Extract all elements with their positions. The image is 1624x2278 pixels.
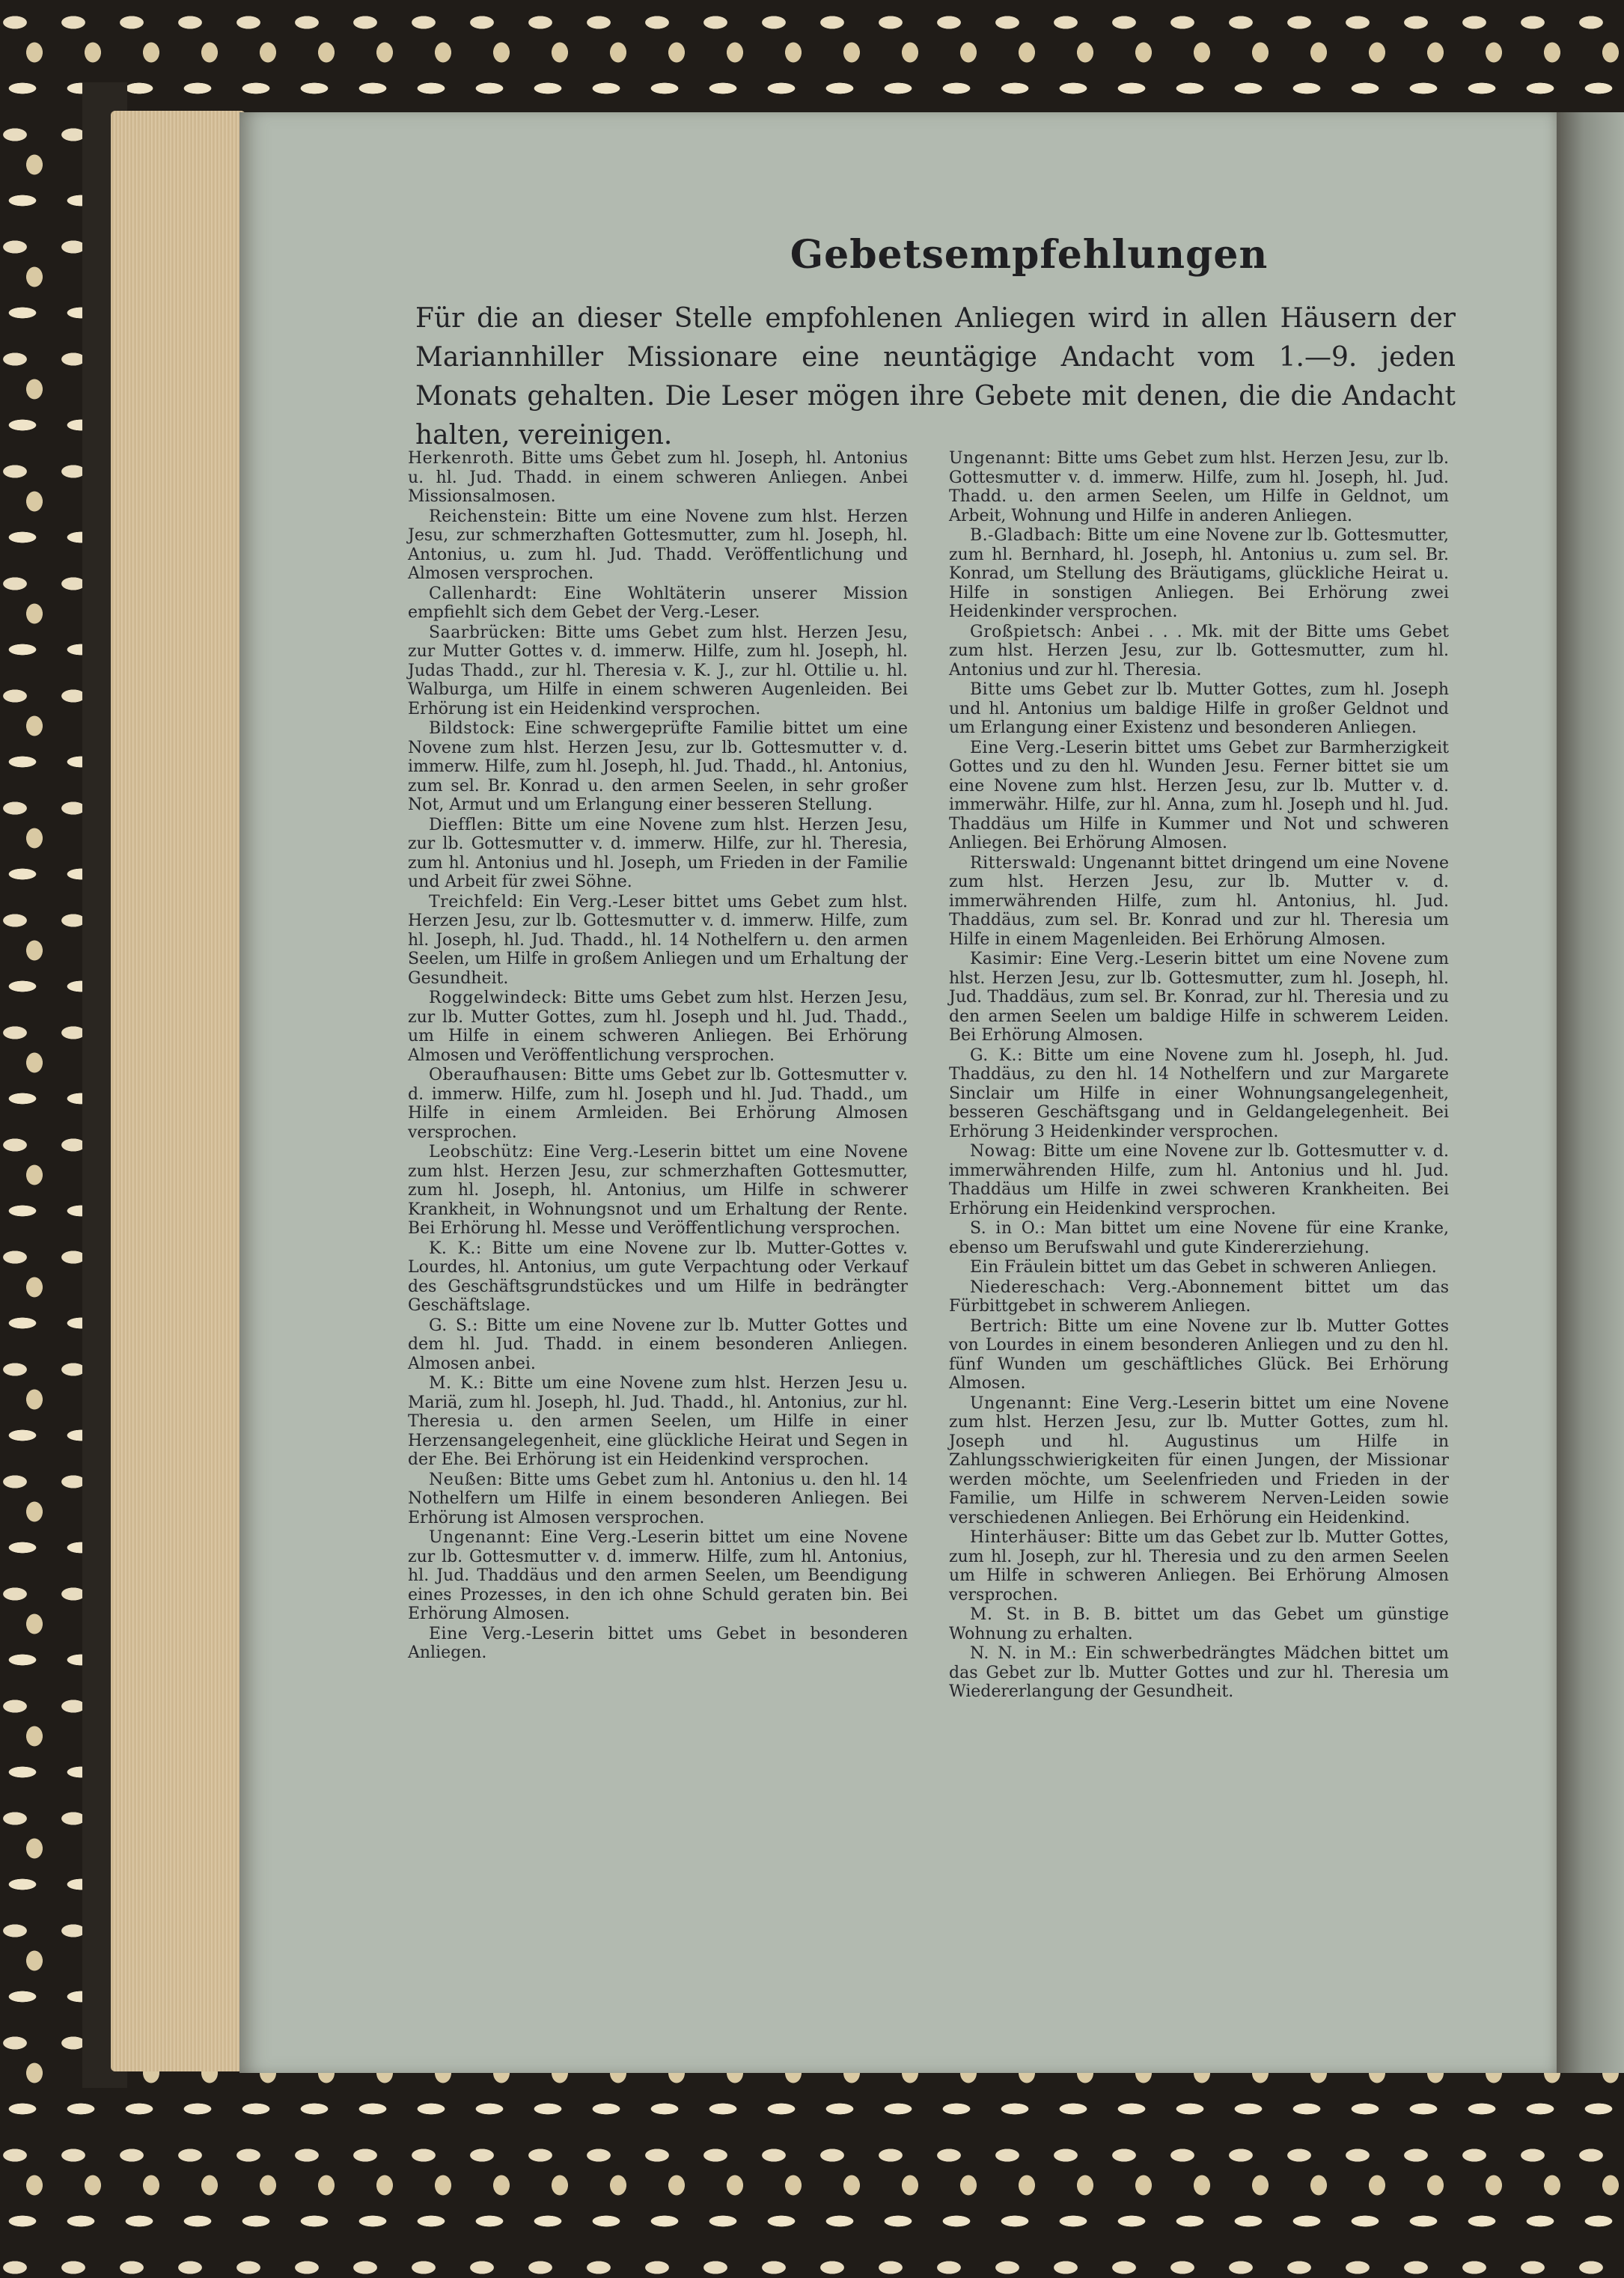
entry-place: Neußen: [429,1470,504,1489]
entry-place: K. K.: [429,1239,482,1258]
entry-place: G. S.: [429,1316,479,1335]
entry-text: Bitte um eine Novene zum hlst. Herzen Jesu, zur lb. Gottesmutter v. d. immerw. Hilfe, zur hl. Theresia, zum hl. Antonius und hl. Joseph, um Frieden in der Familie und Arbeit für zwei Söhne. [408,815,908,891]
entry-text: Anbei . . . Mk. mit der Bitte ums Gebet zum hlst. Herzen Jesu, zur lb. Gottesmutter, zum hl. Antonius und zur hl. Theresia. [949,622,1449,680]
prayer-entry [408,989,908,1065]
entry-text: Bitte um eine Novene zum hlst. Herzen Jesu u. Mariä, zum hl. Joseph, hl. Jud. Thadd., hl. Antonius, zur hl. Theresia u. den armen Seelen, um Hilfe in einer Herzensangelegenheit, eine glückliche Heirat und Segen in der Ehe. Bei Erhörung ist ein Heidenkind versprochen. [408,1374,908,1469]
entry-place: Herkenroth. [408,449,515,468]
entry-place: Hinterhäuser: [970,1528,1092,1547]
intro-paragraph: Für die an dieser Stelle empfohlenen Anliegen wird in allen Häusern der Mariannhiller Missionare eine neuntägige Andacht vom 1.—9. jeden Monats gehalten. Die Leser mögen ihre Gebete mit denen, die die Andacht halten, vereinigen. [415,303,1456,451]
entry-text: Eine schwergeprüfte Familie bittet um eine Novene zum hlst. Herzen Jesu, zur lb. Gottesmutter v. d. immerw. Hilfe, zum hl. Joseph, hl. Jud. Thadd., hl. Antonius, zum sel. Br. Konrad u. den armen Seelen, in sehr großer Not, Armut und um Erlangung einer besseren Stellung. [408,719,908,814]
entry-text: Bitte um eine Novene zum hl. Joseph, hl. Jud. Thaddäus, zu den hl. 14 Nothelfern und zur Margarete Sinclair um Hilfe in einer Wohnungsangelegenheit, besseren Geschäftsgang und in Geldangelegenheit. Bei Erhörung 3 Heidenkinder versprochen. [949,1045,1449,1141]
prayer-entry [949,526,1449,622]
entry-text: Bitte um eine Novene zur lb. Gottesmutter, zum hl. Bernhard, hl. Joseph, hl. Antonius u. zum sel. Br. Konrad, um Stellung des Bräutigams, glückliche Heirat u. Hilfe in sonstigen Anliegen. Bei Erhörung zwei Heidenkinder versprochen. [949,526,1449,621]
entry-text: Ungenannt bittet dringend um eine Novene zum hlst. Herzen Jesu, zur lb. Mutter v. d. immerwährenden Hilfe, zum hl. Antonius, hl. Jud. Thaddäus, zum sel. Br. Konrad und zur hl. Theresia um Hilfe in einem Magenleiden. Bei Erhörung Almosen. [949,853,1449,949]
prayer-entry [949,1528,1449,1604]
entry-text: Bitte um eine Novene zur lb. Gottesmutter v. d. immerwährenden Hilfe, zum hl. Antonius und hl. Jud. Thaddäus um Hilfe in zwei schweren Krankheiten. Bei Erhörung ein Heidenkind versprochen. [949,1142,1449,1218]
entry-text: Bitte um eine Novene zur lb. Mutter Gottes von Lourdes in einem besonderen Anliegen und zu den hl. fünf Wunden um geschäftliches Glück. Bei Erhörung Almosen. [949,1316,1449,1393]
entry-place: M. St. [970,1605,1031,1624]
entry-text: Bitte ums Gebet zum hlst. Herzen Jesu, zur lb. Gottesmutter v. d. immerw. Hilfe, zum hl. Joseph, hl. Jud. Thadd. u. den armen Seelen, um Hilfe in Geldnot, um Arbeit, Wohnung und Hilfe in anderen Anliegen. [949,449,1449,525]
prayer-entry [949,1219,1449,1257]
entry-place: Ungenannt: [970,1393,1072,1413]
entry-text: Eine Verg.-Leserin bittet um eine Novene zum hlst. Herzen Jesu, zur lb. Mutter Gottes, zum hl. Joseph und hl. Augustinus um Hilfe in Zahlungsschwierigkeiten für einen Jungen, der Missionar werden möchte, um Seelenfrieden und Frieden in der Familie, um Hilfe in schwerem Nerven-Leiden sowie verschiedenen Anliegen. Bei Erhörung ein Heidenkind. [949,1393,1449,1527]
entry-text: Verg.-Leserin bittet ums Gebet zur Barmherzigkeit Gottes und zu den hl. Wunden Jesu. Ferner bittet sie um eine Novene zum hlst. Herzen Jesu, zur lb. Mutter v. d. immerwähr. Hilfe, zur hl. Anna, zum hl. Joseph und hl. Jud. Thaddäus um Hilfe in Kummer und Not und schweren Anliegen. Bei Erhörung Almosen. [949,738,1449,852]
entry-place: Oberaufhausen: [429,1066,568,1084]
entry-text: in B. B. bittet um das Gebet um günstige Wohnung zu erhalten. [949,1605,1450,1643]
prayer-entry [949,680,1449,738]
entry-place: Leobschütz: [429,1143,534,1161]
prayer-entry [408,449,908,507]
entry-text: Bitte um das Gebet zur lb. Mutter Gottes, zum hl. Joseph, zur hl. Theresia und zu den armen Seelen um Hilfe in schweren Anliegen. Bei Erhörung Almosen versprochen. [949,1528,1449,1604]
entry-text: Ein Verg.-Leser bittet ums Gebet zum hlst. Herzen Jesu, zur lb. Gottesmutter v. d. immerw. Hilfe, zum hl. Joseph, hl. Jud. Thadd., hl. 14 Nothelfern u. den armen Seelen, um Hilfe in großem Anliegen und um Erhaltung der Gesundheit. [408,892,908,988]
prayer-entry [408,584,908,623]
entry-place: Callenhardt: [429,584,538,603]
entry-place: B.-Gladbach: [970,526,1082,545]
entry-text: Bitte ums Gebet zum hl. Joseph, hl. Antonius u. hl. Jud. Thadd. in einem schweren Anliegen. Anbei Missionsalmosen. [408,449,908,506]
prayer-entry [408,1374,908,1470]
entry-text: Fräulein bittet um das Gebet in schweren Anliegen. [998,1258,1437,1277]
entry-place: Eine [429,1624,468,1643]
entry-text: Eine Verg.-Leserin bittet um eine Novene zum hlst. Herzen Jesu, zur schmerzhaften Gottesmutter, zum hl. Joseph, hl. Antonius, um Hilfe in schwerer Krankheit, in Wohnungsnot und um Erhaltung der Rente. Bei Erhörung hl. Messe und Veröffentlichung versprochen. [408,1143,908,1238]
entry-text: Bitte ums Gebet zum hl. Antonius u. den hl. 14 Nothelfern um Hilfe in einem besonderen Anliegen. Bei Erhörung ist Almosen versprochen. [408,1470,908,1527]
entry-place: Bildstock: [429,719,516,738]
prayer-entry [949,950,1449,1045]
entry-place: S. in O.: [970,1219,1046,1238]
prayer-entry [949,1605,1449,1643]
entry-place: Ungenannt: [429,1528,531,1547]
entry-text: Verg.-Leserin bittet ums Gebet in besonderen Anliegen. [408,1624,908,1662]
entry-place: Saarbrücken: [429,623,546,642]
entry-place: Treichfeld: [429,892,524,911]
page-title: Gebetsempfehlungen [790,232,1269,278]
prayer-entry [408,1625,908,1663]
page-gutter [1557,112,1624,2073]
entry-place: Ein [970,1258,999,1277]
prayer-entry [949,1046,1449,1142]
prayer-entry [408,719,908,815]
entry-text: ums Gebet zur lb. Mutter Gottes, zum hl. Joseph und hl. Antonius um baldige Hilfe in großer Geldnot und um Erlangung einer Existenz und besonderen Anliegen. [949,680,1449,737]
entry-place: Ungenannt: [949,449,1051,468]
entry-place: M. K.: [429,1374,485,1393]
entry-text: Bitte um eine Novene zur lb. Mutter-Gottes v. Lourdes, hl. Antonius, um gute Verpachtung oder Verkauf des Geschäftsgrundstückes und um Hilfe in bedrängter Geschäftslage. [408,1239,908,1315]
prayer-entry [949,1394,1449,1528]
prayer-entry [949,1278,1449,1316]
entry-text: Bitte um eine Novene zur lb. Mutter Gottes und dem hl. Jud. Thadd. in einem besonderen Anliegen. Almosen anbei. [408,1316,908,1373]
entry-text: Eine Verg.-Leserin bittet um eine Novene zum hlst. Herzen Jesu, zur lb. Gottesmutter, zum hl. Joseph, hl. Jud. Thaddäus, zum sel. Br. Konrad, zur hl. Theresia und zu den armen Seelen um baldige Hilfe in schwerem Leiden. Bei Erhörung Almosen. [949,950,1449,1045]
entry-place: Niedereschach: [970,1277,1106,1297]
entry-place: G. K.: [970,1045,1023,1065]
prayer-entry [408,1066,908,1142]
entry-place: N. N. [970,1644,1018,1663]
prayer-entry [949,1644,1449,1702]
prayer-entry [408,1528,908,1624]
entry-text: Bitte um eine Novene zum hlst. Herzen Jesu, zur schmerzhaften Gottesmutter, zum hl. Joseph, hl. Antonius, u. zum hl. Jud. Thadd. Veröffentlichung und Almosen versprochen. [408,507,908,583]
prayer-entry [408,1471,908,1528]
entry-place: Nowag: [970,1142,1037,1161]
prayer-entry [949,854,1449,950]
entry-place: Eine [970,738,1010,757]
prayer-entry [408,1143,908,1239]
prayer-entry [949,1142,1449,1218]
prayer-entry [408,1316,908,1374]
entry-place: Ritterswald: [970,853,1077,873]
entry-text: Eine Verg.-Leserin bittet um eine Novene zur lb. Gottesmutter v. d. immerw. Hilfe, zum hl. Antonius, hl. Jud. Thaddäus und den armen Seelen, um Beendigung eines Prozesses, in den ich ohne Schuld geraten bin. Bei Erhörung Almosen. [408,1528,908,1623]
page-edges [111,111,245,2071]
prayer-entry [949,739,1449,853]
prayer-entry [408,893,908,989]
entry-text: Man bittet um eine Novene für eine Kranke, ebenso um Berufswahl und gute Kindererziehung. [949,1219,1449,1257]
prayer-entry [408,507,908,584]
entry-text: Bitte ums Gebet zur lb. Gottesmutter v. d. immerw. Hilfe, zum hl. Joseph und hl. Jud. Thadd., um Hilfe in einem Armleiden. Bei Erhörung Almosen versprochen. [408,1066,908,1142]
prayer-entry [949,449,1449,525]
prayer-entry [949,1317,1449,1393]
entry-place: Kasimir: [970,950,1043,968]
left-column [408,449,908,1664]
entry-place: Bertrich: [970,1316,1048,1336]
entry-place: Diefflen: [429,815,504,834]
entry-place: Bitte [970,680,1013,699]
entry-place: Großpietsch: [970,622,1083,641]
entry-place: Roggelwindeck: [429,989,568,1007]
prayer-entry [408,1239,908,1316]
prayer-entry [408,623,908,719]
prayer-entry [949,1258,1449,1277]
entry-place: Reichenstein: [429,507,548,526]
right-column [949,449,1449,1703]
prayer-entry [408,816,908,892]
entry-text: Verg.-Abonnement bittet um das Fürbittgebet in schwerem Anliegen. [949,1277,1449,1316]
entry-text: Bitte ums Gebet zum hlst. Herzen Jesu, zur Mutter Gottes v. d. immerw. Hilfe, zum hl. Joseph, hl. Judas Thadd., zur hl. Theresia v. K. J., zur hl. Ottilie u. hl. Walburga, um Hilfe in einem schweren Augenleiden. Bei Erhörung ist ein Heidenkind versprochen. [408,623,908,718]
prayer-entry [949,623,1449,680]
entry-text: Eine Wohltäterin unserer Mission empfiehlt sich dem Gebet der Verg.-Leser. [408,584,908,622]
entry-text: in M.: Ein schwerbedrängtes Mädchen bittet um das Gebet zur lb. Mutter Gottes und zur hl. Theresia um Wiedererlangung der Gesundheit. [949,1644,1449,1701]
entry-text: Bitte ums Gebet zum hlst. Herzen Jesu, zur lb. Mutter Gottes, zum hl. Joseph und hl. Jud. Thadd., um Hilfe in einem schweren Anliegen. Bei Erhörung Almosen und Veröffentlichung versprochen. [408,989,908,1065]
